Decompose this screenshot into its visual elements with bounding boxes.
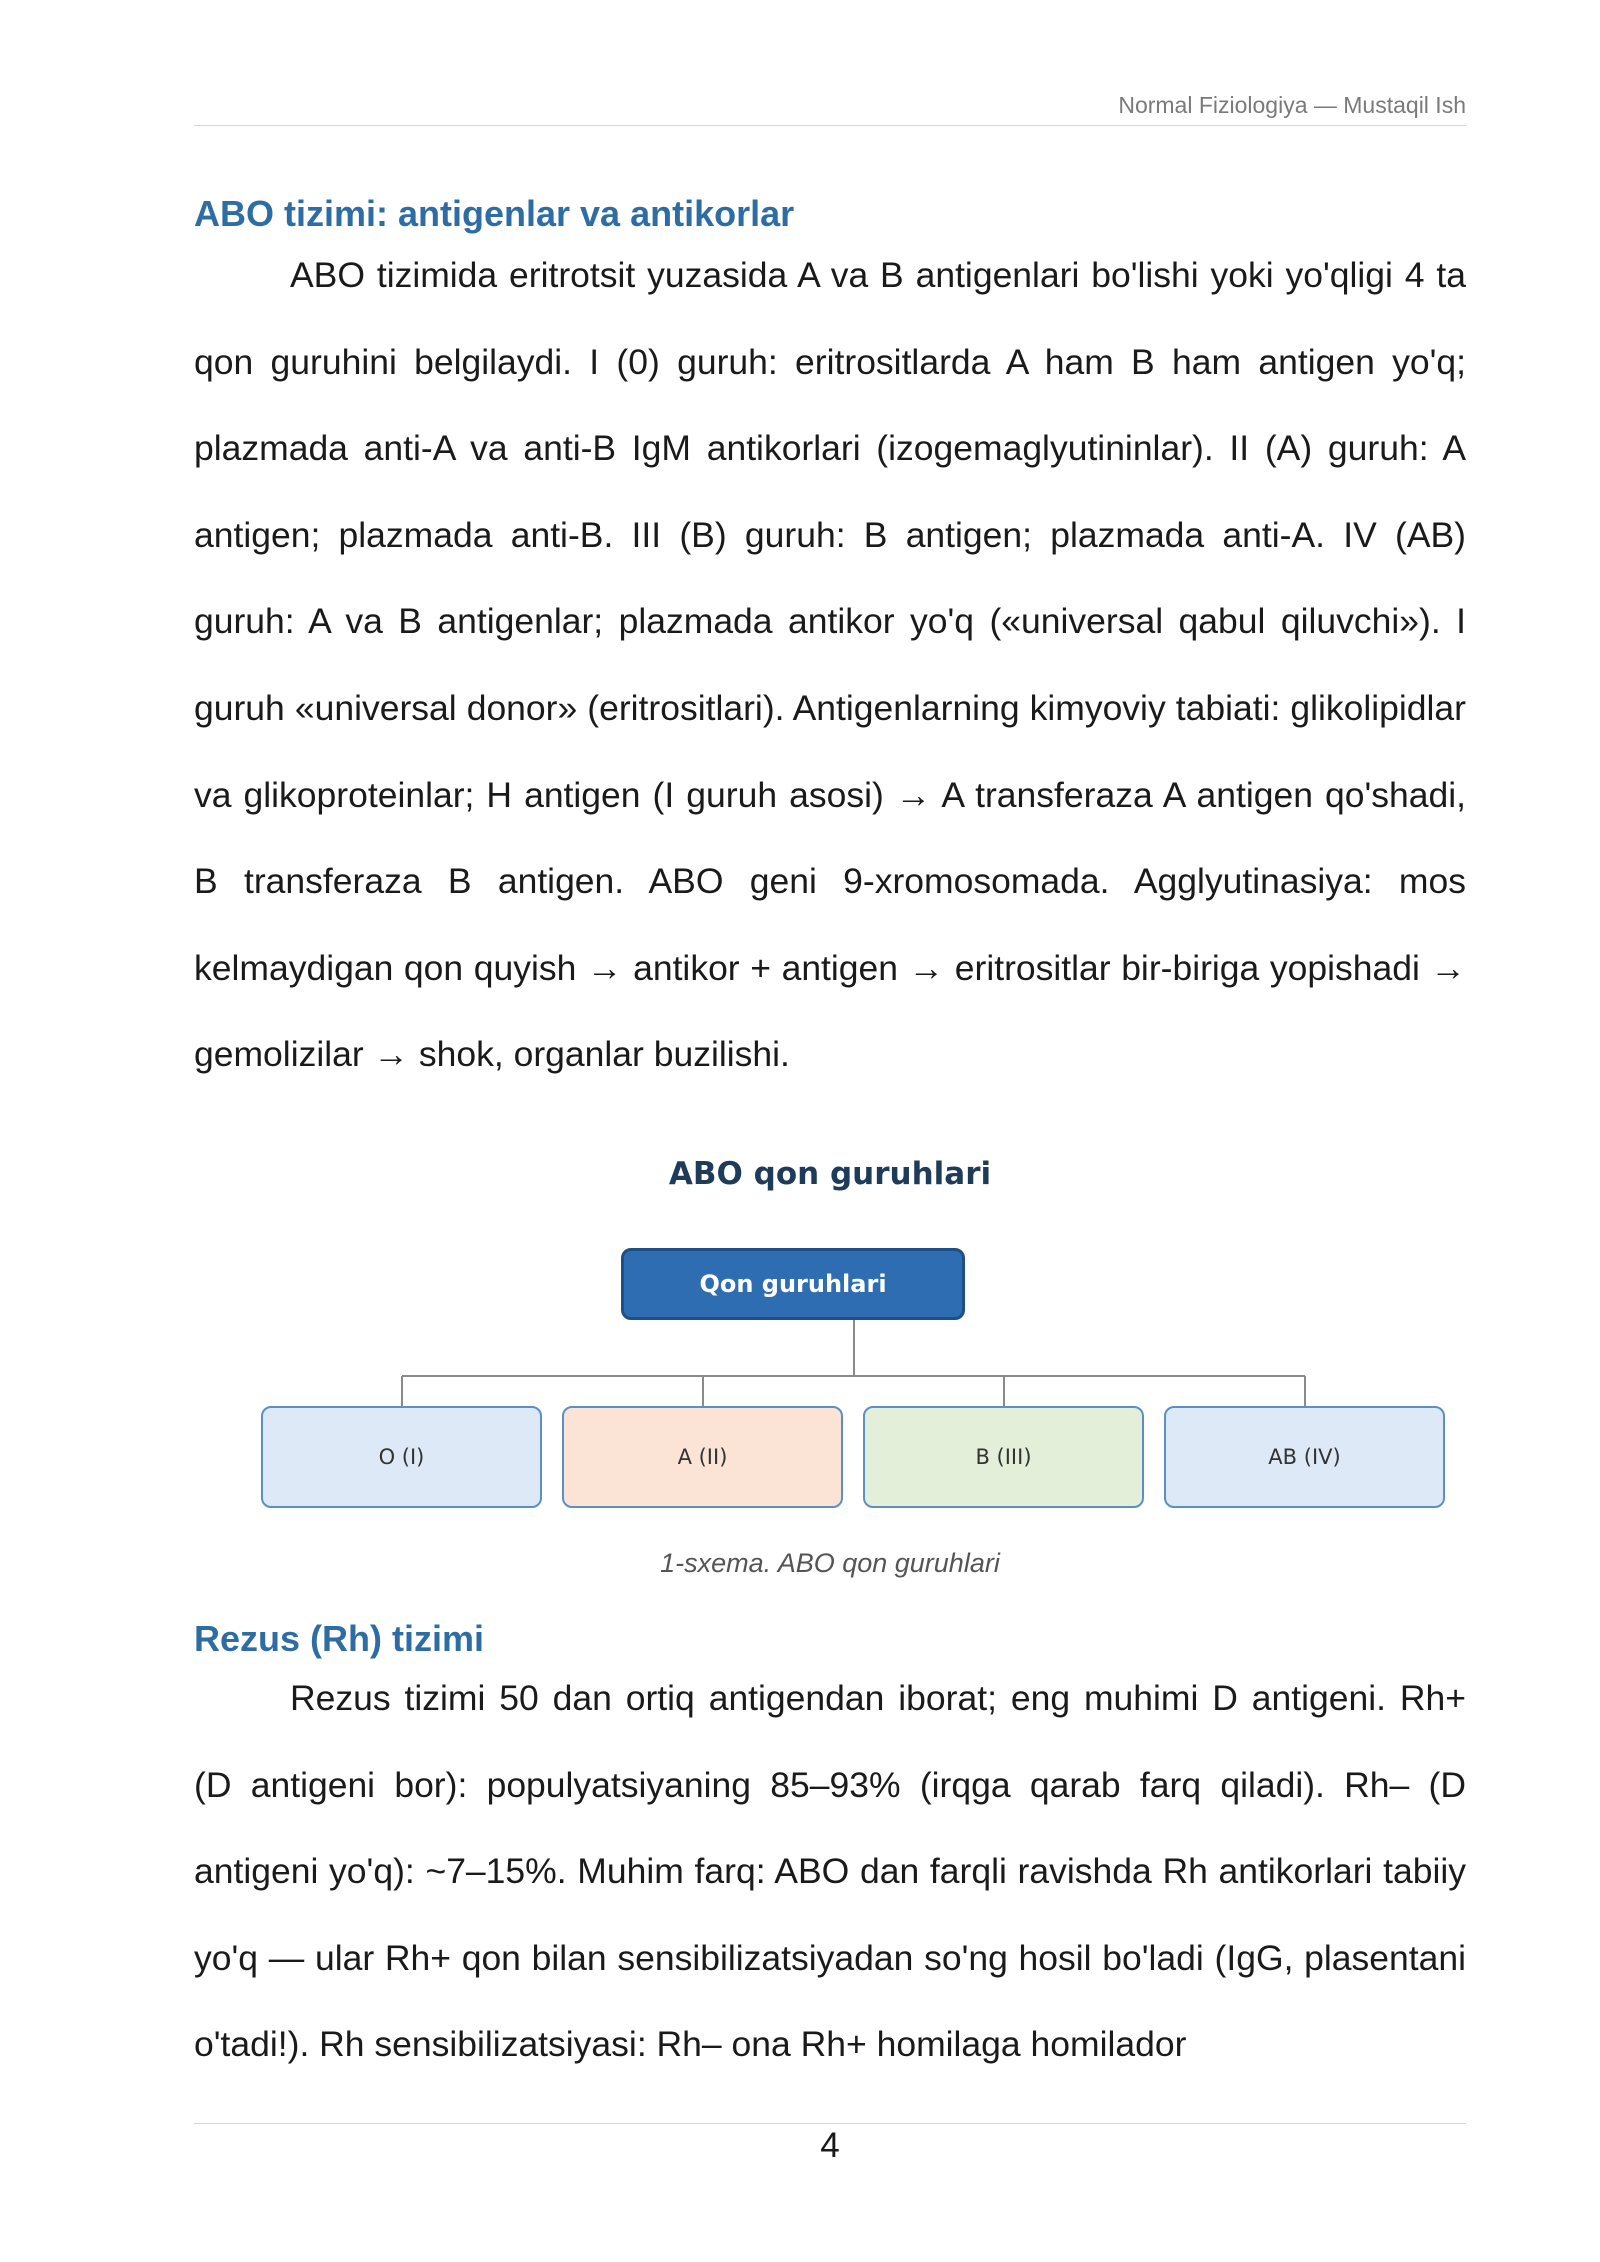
paragraph-rh (194, 1655, 1466, 2088)
diagram-connectors (194, 1140, 1466, 1580)
running-header: Normal Fiziologiya — Mustaqil Ish (1118, 92, 1466, 118)
blood-groups-diagram (194, 1140, 1466, 1580)
footer-divider (194, 2123, 1466, 2124)
page-number: 4 (820, 2126, 840, 2165)
node-group-a: A (II) (562, 1406, 843, 1508)
paragraph-abo-text: ABO tizimida eritrotsit yuzasida A va B antigenlari bo'lishi yoki yo'qligi 4 ta qon guruhini belgilaydi. I (0) guruh: eritrositlarda A ham B ham antigen yo'q; plazmada anti-A va anti-B IgM antikorlari (izogemaglyutininlar). II (A) guruh: A antigen; plazmada anti-B. III (B) guruh: B antigen; plazmada anti-A. IV (AB) guruh: A va B antigenlar; plazmada antikor yo'q («universal qabul qiluvchi»). I guruh «universal donor» (eritrositlari). Antigenlarning kimyoviy tabiati: glikolipidlar va glikoproteinlar; H antigen (I guruh asosi) → A transferaza A antigen qo'shadi, B transferaza B antigen. ABO geni 9-xromosomada. Agglyutinasiya: mos kelmaydigan qon quyish → antikor + antigen → eritrositlar bir-biriga yopishadi → gemolizilar → shok, organlar buzilishi. (194, 255, 1466, 1075)
node-group-o: O (I) (261, 1406, 542, 1508)
node-group-b: B (III) (863, 1406, 1144, 1508)
paragraph-rh-text: Rezus tizimi 50 dan ortiq antigendan iborat; eng muhimi D antigeni. Rh+ (D antigeni bor): populyatsiyaning 85–93% (irqga qarab farq qiladi). Rh– (D antigeni yo'q): ~7–15%. Muhim farq: ABO dan farqli ravishda Rh antikorlari tabiiy yo'q — ular Rh+ qon bilan sensibilizatsiyadan so'ng hosil bo'ladi (IgG, plasentani o'tadi!). Rh sensibilizatsiyasi: Rh– ona Rh+ homilaga homilador (194, 1678, 1466, 2065)
paragraph-abo (194, 232, 1466, 1098)
diagram-title: ABO qon guruhlari (668, 1156, 992, 1192)
root-node-qon-guruhlari: Qon guruhlari (621, 1248, 965, 1320)
header-divider (194, 125, 1466, 126)
section-heading-abo: ABO tizimi: antigenlar va antikorlar (194, 193, 795, 234)
section-heading-rh: Rezus (Rh) tizimi (194, 1618, 485, 1659)
figure-caption: 1-sxema. ABO qon guruhlari (660, 1548, 1000, 1578)
node-group-ab: AB (IV) (1164, 1406, 1445, 1508)
